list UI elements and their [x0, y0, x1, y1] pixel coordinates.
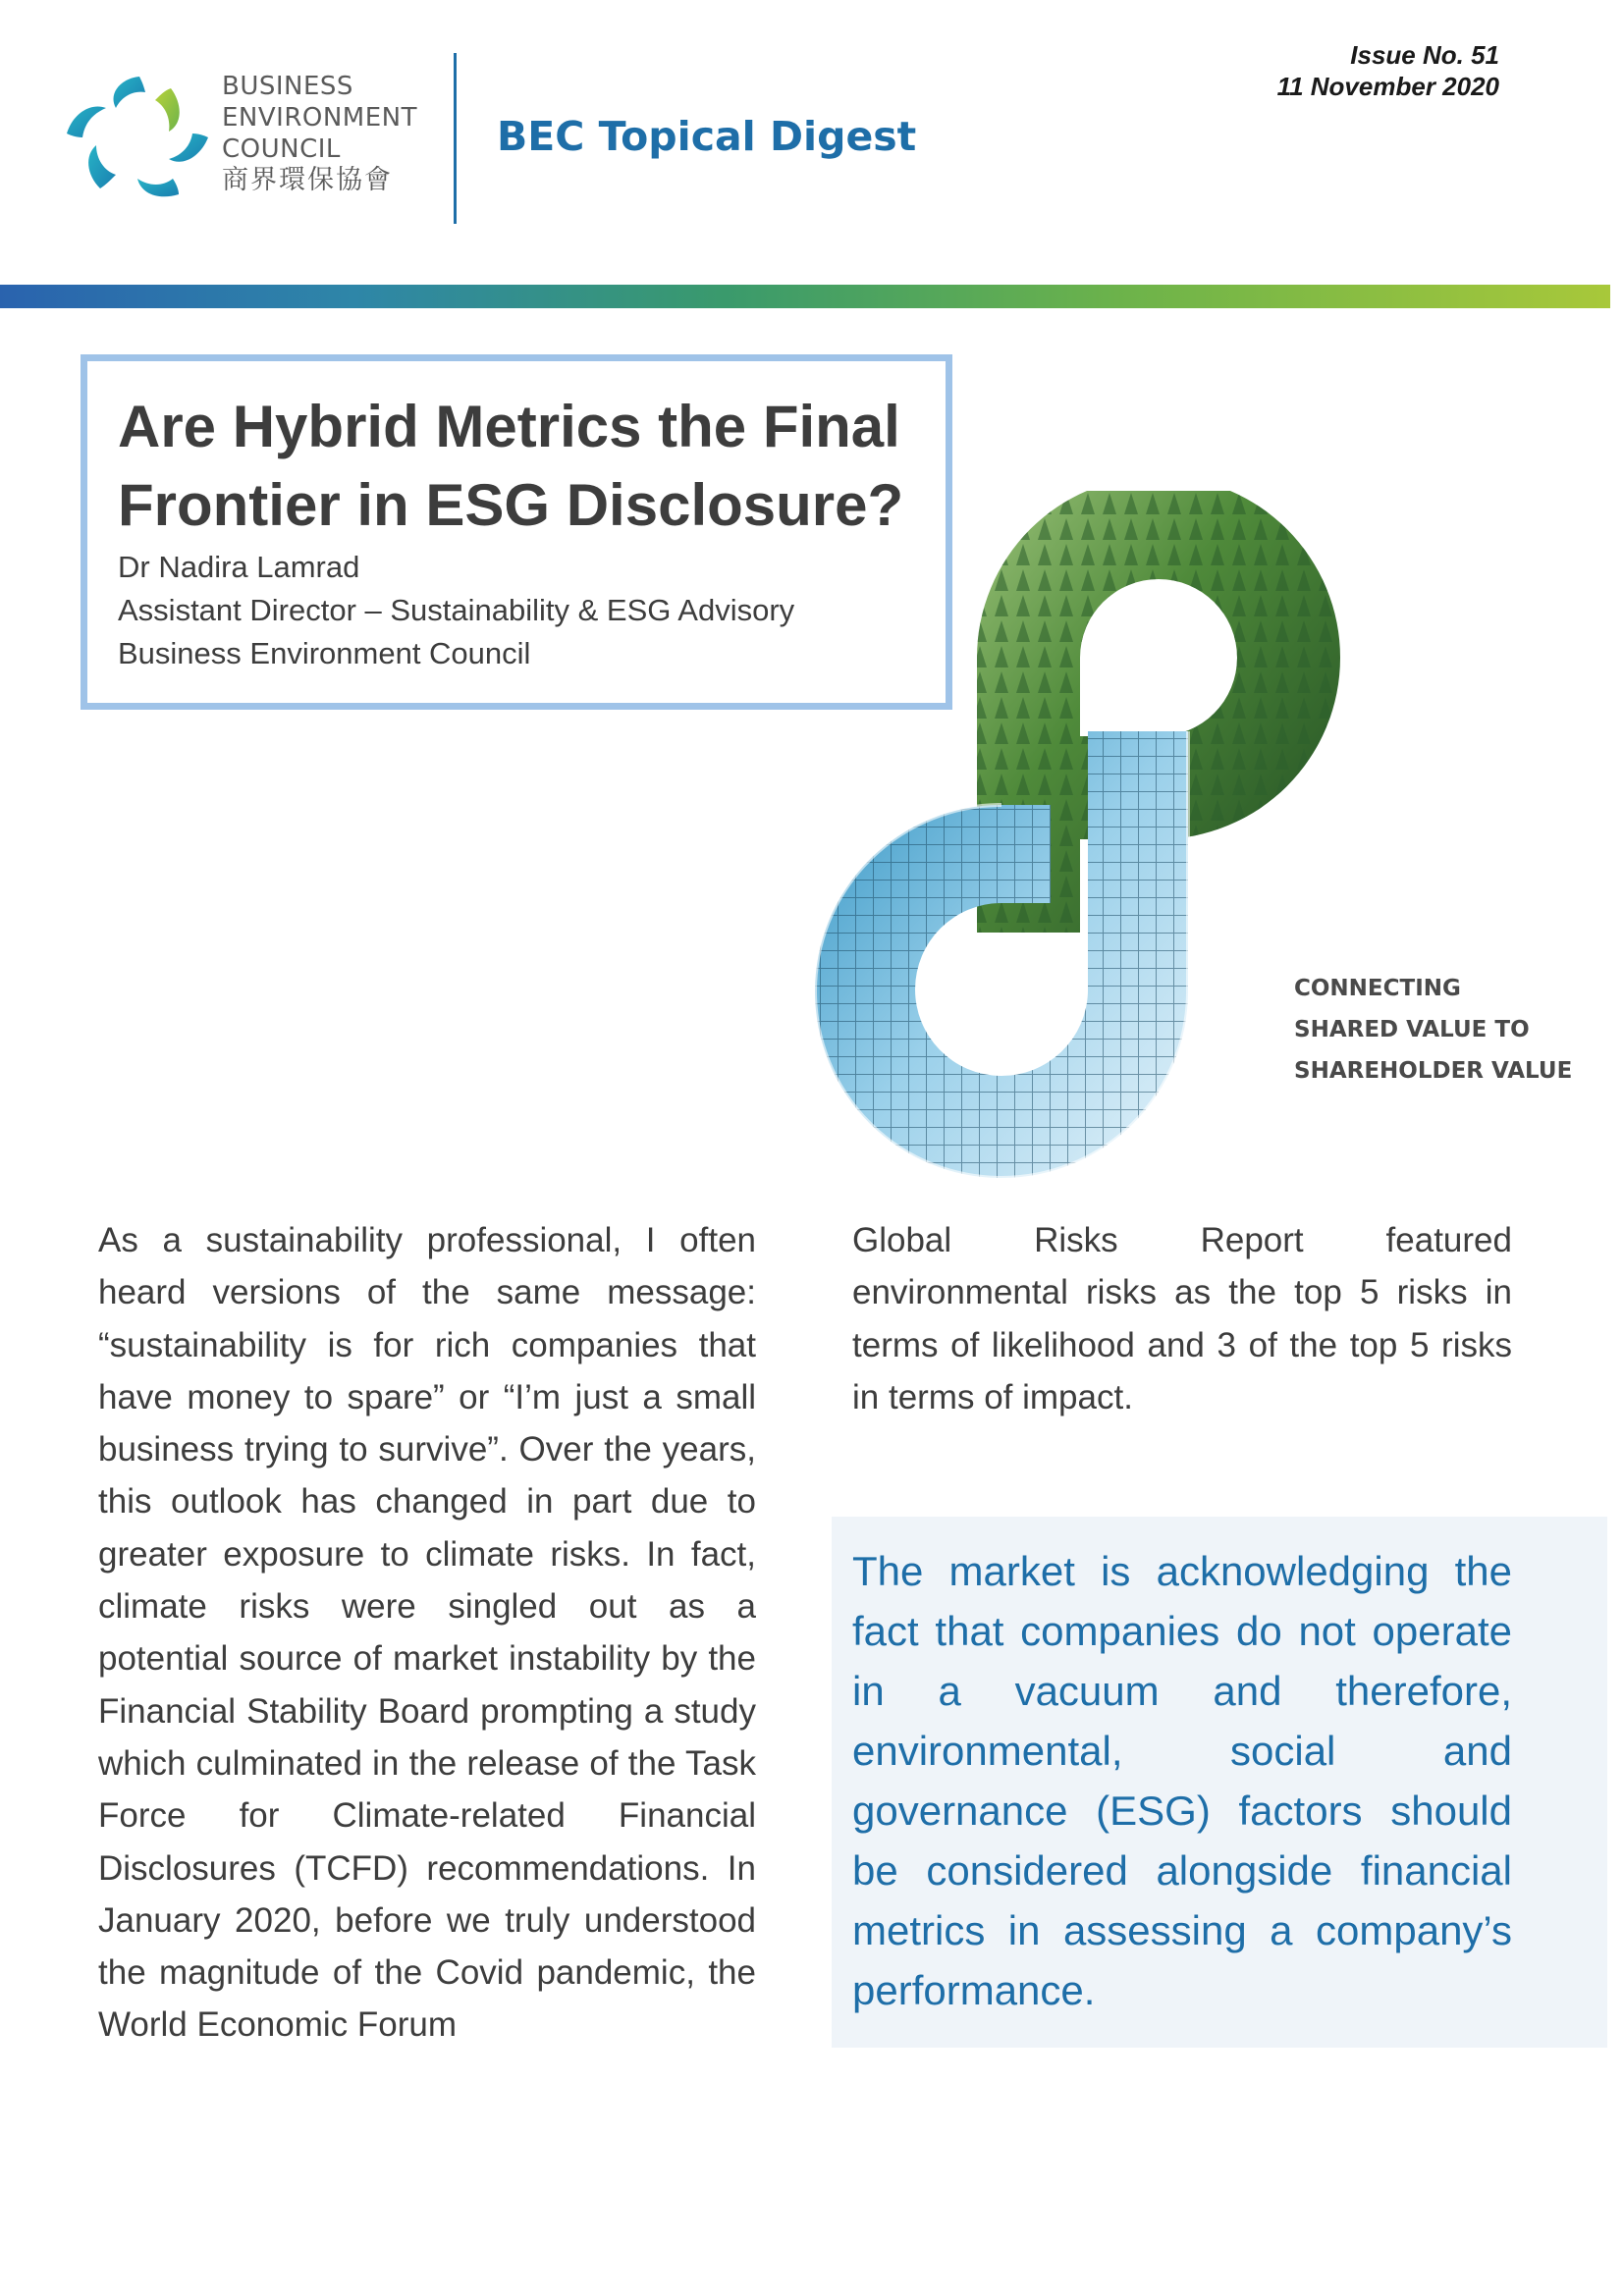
body-paragraph-2: Global Risks Report featured environmental risks as the top 5 risks in terms of likelihood and 3 of the top 5 risks in terms of impact.	[852, 1221, 1512, 1416]
article-title	[118, 388, 903, 545]
logo-chinese: 商界環保協會	[222, 165, 393, 195]
body-column-left	[98, 1214, 756, 2052]
caption-line-3: SHAREHOLDER VALUE	[1294, 1058, 1573, 1084]
logo-line-3: COUNCIL	[222, 134, 341, 164]
title-line-2: Frontier in ESG Disclosure?	[118, 472, 904, 538]
caption-line-2: SHARED VALUE TO	[1294, 1017, 1530, 1042]
header-gradient-bar	[0, 285, 1610, 308]
title-line-1: Are Hybrid Metrics the Final	[118, 394, 900, 459]
logo-line-2: ENVIRONMENT	[222, 103, 418, 133]
author-block	[118, 546, 794, 675]
body-column-right	[852, 1214, 1512, 1423]
issue-number: Issue No. 51	[1350, 40, 1499, 70]
caption-line-1: CONNECTING	[1294, 976, 1461, 1001]
logo-wordmark	[222, 71, 417, 196]
author-role: Assistant Director – Sustainability & ESG Advisory	[118, 593, 795, 627]
author-organization: Business Environment Council	[118, 636, 531, 670]
issue-date: 11 November 2020	[1276, 72, 1499, 101]
logo-line-1: BUSINESS	[222, 72, 353, 101]
pull-quote: The market is acknowledging the fact that companies do not operate in a vacuum and therefore, environmental, social and governance (ESG) factors should be considered alongside financial metrics in assessing a company’s performance.	[852, 1548, 1512, 2013]
header-divider	[454, 53, 457, 224]
body-paragraph-1: As a sustainability professional, I often heard versions of the same message: “sustainability is for rich companies that have money to spare” or “I’m just a small business trying to survive”. Over the years, this outlook has changed in part due to greater exposure to climate risks. In fact, climate risks were singled out as a potential source of market instability by the Financial Stability Board prompting a study which culminated in the release of the Task Force for Climate-related Financial Disclosures (TCFD) recommendations. In January 2020, before we truly understood the magnitude of the Covid pandemic, the World Economic Forum	[98, 1221, 756, 2045]
author-name: Dr Nadira Lamrad	[118, 550, 360, 584]
bec-logo-icon	[61, 69, 218, 206]
issue-info	[1277, 39, 1499, 102]
illustration-caption	[1294, 968, 1572, 1092]
publication-title: BEC Topical Digest	[497, 113, 917, 160]
